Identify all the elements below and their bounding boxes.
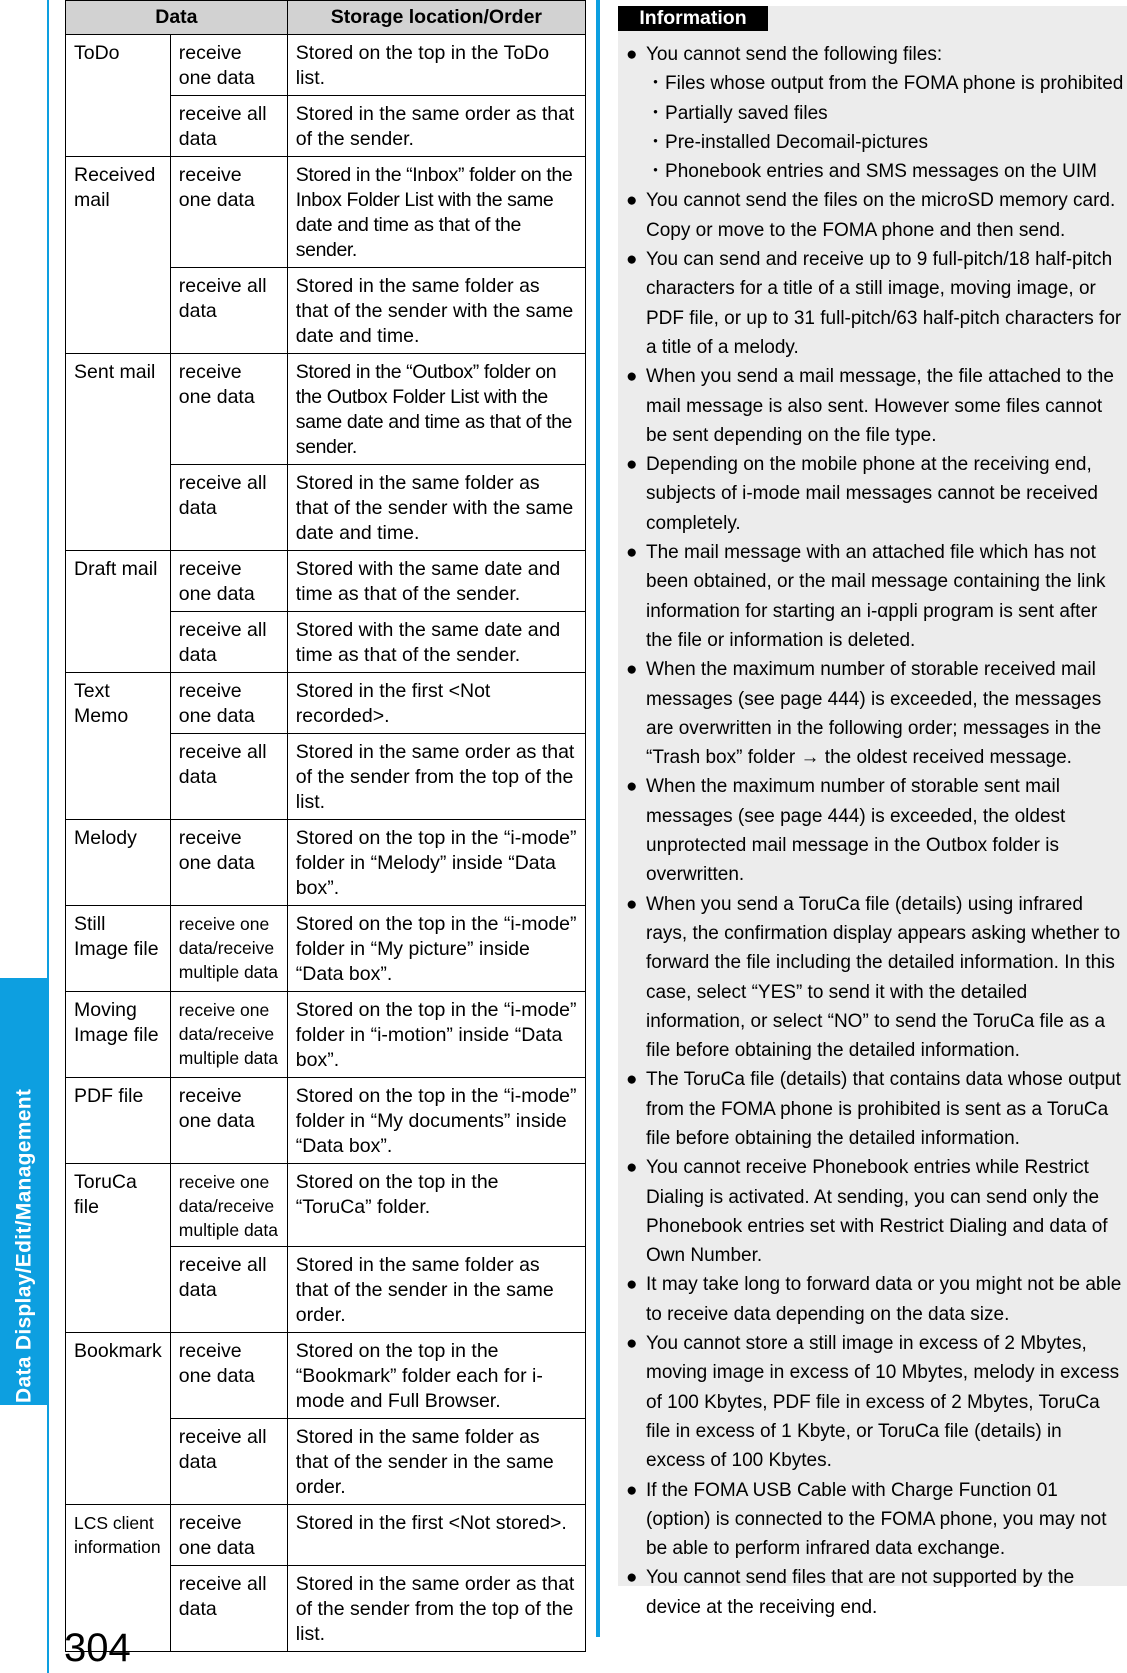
data-type-cell: Still Image file [66,906,171,992]
storage-cell: Stored in the same folder as that of the sender in the same order. [287,1419,585,1505]
information-text: You cannot receive Phonebook entries while Restrict Dialing is activated. At sending, you can send only the Phonebook entries set with Restrict Dialing and data of Own Number. [646,1157,1108,1267]
section-tab [0,978,49,1405]
bullet-icon: ● [626,1479,638,1501]
bullet-icon: ● [626,44,638,65]
information-item [626,890,1126,1066]
information-item [626,655,1126,772]
storage-cell: Stored in the same order as that of the sender from the top of the list. [287,734,585,820]
information-item [626,1329,1126,1475]
receive-mode-cell: receive all data [170,465,287,551]
information-subitem-text: Files whose output from the FOMA phone is prohibited [665,73,1124,95]
receive-mode-cell: receive one data [170,157,287,268]
storage-cell: Stored on the top in the “Bookmark” folder each for i-mode and Full Browser. [287,1333,585,1419]
table-row [66,906,586,992]
information-label: Information [618,6,768,31]
data-type-cell: ToruCa file [66,1164,171,1333]
receive-mode-cell: receive one data [170,673,287,734]
information-box [618,6,1127,1618]
data-type-cell: LCS client information [66,1505,171,1652]
column-divider [596,0,600,1637]
storage-cell: Stored in the same order as that of the sender from the top of the list. [287,1566,585,1652]
information-text: You cannot send the following files: [646,44,943,65]
bullet-icon: ● [626,1274,638,1296]
storage-cell: Stored in the same folder as that of the sender with the same date and time. [287,465,585,551]
information-text: It may take long to forward data or you might not be able to receive data depending on the data size. [646,1274,1122,1325]
information-text: You cannot send the files on the microSD memory card. Copy or move to the FOMA phone and then send. [646,190,1116,241]
data-type-cell: ToDo [66,35,171,157]
receive-mode-cell: receive all data [170,734,287,820]
bullet-icon: ● [626,893,638,915]
table-row [66,992,586,1078]
information-text: If the FOMA USB Cable with Charge Function 01 (option) is connected to the FOMA phone, you may not be able to perform infrared data exchange. [646,1479,1107,1560]
page-number: 304 [64,1626,131,1670]
receive-mode-cell: receive one data [170,820,287,906]
bullet-icon: ● [626,1333,638,1355]
information-text: When you send a ToruCa file (details) using infrared rays, the confirmation display appears asking whether to forward the file including the detailed information. In this case, select “YES” to send it with the detailed information, or select “NO” to send the ToruCa file as a file before obtaining the detailed information. [646,893,1121,1062]
information-item [626,1270,1126,1329]
information-text: When the maximum number of storable sent mail messages (see page 444) is exceeded, the oldest unprotected mail message in the Outbox folder is overwritten. [646,776,1066,886]
information-item [626,1476,1126,1564]
data-type-cell: Melody [66,820,171,906]
information-item [626,538,1126,655]
information-item [626,1065,1126,1153]
storage-cell: Stored on the top in the “i-mode” folder in “My documents” inside “Data box”. [287,1078,585,1164]
sidebar-rule [47,0,49,1673]
table-row [66,1505,586,1566]
data-type-cell: Received mail [66,157,171,354]
information-item [626,1563,1126,1622]
storage-cell: Stored in the first <Not recorded>. [287,673,585,734]
table-row [66,1078,586,1164]
information-item [626,1153,1126,1270]
sub-bullet-icon: ・ [646,73,666,95]
receive-mode-cell: receive all data [170,96,287,157]
information-text: The ToruCa file (details) that contains data whose output from the FOMA phone is prohibited is sent as a ToruCa file before obtaining the detailed information. [646,1069,1121,1149]
bullet-icon: ● [626,776,638,798]
receive-mode-cell: receive one data/receive multiple data [170,1164,287,1247]
receive-mode-cell: receive one data [170,1078,287,1164]
storage-cell: Stored in the “Outbox” folder on the Outbox Folder List with the same date and time as that of the sender. [287,354,585,465]
bullet-icon: ● [626,542,638,564]
bullet-icon: ● [626,454,638,476]
data-type-cell: Sent mail [66,354,171,551]
table-row [66,673,586,734]
header-storage: Storage location/Order [287,1,585,35]
storage-cell: Stored on the top in the “i-mode” folder in “My picture” inside “Data box”. [287,906,585,992]
storage-cell: Stored in the “Inbox” folder on the Inbox Folder List with the same date and time as that of the sender. [287,157,585,268]
information-item [626,772,1126,889]
receive-mode-cell: receive all data [170,1566,287,1652]
table-header-row [66,1,586,35]
information-item [626,186,1126,245]
bullet-icon: ● [626,1069,638,1091]
table-row [66,1164,586,1247]
information-text: When the maximum number of storable received mail messages (see page 444) is exceeded, the messages are overwritten in the following order; messages in the “Trash box” folder → the oldest received message. [646,659,1102,769]
receive-mode-cell: receive one data/receive multiple data [170,906,287,992]
information-subitem-text: Phonebook entries and SMS messages on the UIM [665,161,1097,183]
storage-cell: Stored with the same date and time as that of the sender. [287,551,585,612]
storage-cell: Stored on the top in the “i-mode” folder in “i-motion” inside “Data box”. [287,992,585,1078]
information-item [626,245,1126,362]
table-row [66,820,586,906]
receive-mode-cell: receive one data [170,354,287,465]
receive-mode-cell: receive all data [170,1247,287,1333]
receive-mode-cell: receive one data/receive multiple data [170,992,287,1078]
table-row [66,551,586,612]
header-data: Data [66,1,288,35]
data-type-cell: Bookmark [66,1333,171,1505]
table-row [66,354,586,465]
storage-cell: Stored in the same folder as that of the sender with the same date and time. [287,268,585,354]
sub-bullet-icon: ・ [646,131,666,153]
information-text: The mail message with an attached file which has not been obtained, or the mail message containing the link information for starting an i-αppli program is sent after the file or information is deleted. [646,542,1106,651]
information-subitem [646,128,1126,157]
bullet-icon: ● [626,190,638,212]
information-item [626,362,1126,450]
bullet-icon: ● [626,659,638,681]
bullet-icon: ● [626,1567,638,1589]
information-subitem-text: Partially saved files [665,102,828,124]
bullet-icon: ● [626,249,638,271]
receive-mode-cell: receive one data [170,1505,287,1566]
information-text: When you send a mail message, the file attached to the mail message is also sent. However some files cannot be sent depending on the file type. [646,366,1114,446]
information-text: You cannot store a still image in excess of 2 Mbytes, moving image in excess of 10 Mbytes, melody in excess of 100 Kbytes, PDF file in excess of 2 Mbytes, ToruCa file in excess of 1 Kbyte, or ToruCa file (details) in excess of 100 Kbytes. [646,1333,1120,1472]
data-type-cell: Text Memo [66,673,171,820]
section-label: Data Display/Edit/Management [12,1088,36,1403]
sub-bullet-icon: ・ [646,161,666,183]
information-subitem [646,157,1126,186]
storage-cell: Stored in the same folder as that of the sender in the same order. [287,1247,585,1333]
information-text: Depending on the mobile phone at the receiving end, subjects of i-mode mail messages cannot be received completely. [646,454,1099,534]
storage-table [65,0,586,1652]
information-subitem [646,69,1126,98]
information-list [626,40,1126,1622]
storage-cell: Stored with the same date and time as that of the sender. [287,612,585,673]
receive-mode-cell: receive one data [170,1333,287,1419]
receive-mode-cell: receive all data [170,612,287,673]
sub-bullet-icon: ・ [646,102,666,124]
information-item [626,40,1126,186]
data-type-cell: Draft mail [66,551,171,673]
table-body [66,35,586,1652]
information-subitem [646,99,1126,128]
bullet-icon: ● [626,366,638,388]
information-subitem-text: Pre-installed Decomail-pictures [665,131,928,153]
storage-cell: Stored in the first <Not stored>. [287,1505,585,1566]
data-type-cell: PDF file [66,1078,171,1164]
table-row [66,35,586,96]
storage-cell: Stored on the top in the “i-mode” folder in “Melody” inside “Data box”. [287,820,585,906]
bullet-icon: ● [626,1157,638,1179]
receive-mode-cell: receive all data [170,268,287,354]
receive-mode-cell: receive one data [170,35,287,96]
information-item [626,450,1126,538]
receive-mode-cell: receive all data [170,1419,287,1505]
data-type-cell: Moving Image file [66,992,171,1078]
storage-cell: Stored on the top in the ToDo list. [287,35,585,96]
table-row [66,1333,586,1419]
storage-cell: Stored in the same order as that of the sender. [287,96,585,157]
storage-cell: Stored on the top in the “ToruCa” folder. [287,1164,585,1247]
information-text: You can send and receive up to 9 full-pitch/18 half-pitch characters for a title of a still image, moving image, or PDF file, or up to 31 full-pitch/63 half-pitch characters for a title of a melody. [646,249,1122,358]
receive-mode-cell: receive one data [170,551,287,612]
table-row [66,157,586,268]
information-text: You cannot send files that are not supported by the device at the receiving end. [646,1567,1075,1618]
